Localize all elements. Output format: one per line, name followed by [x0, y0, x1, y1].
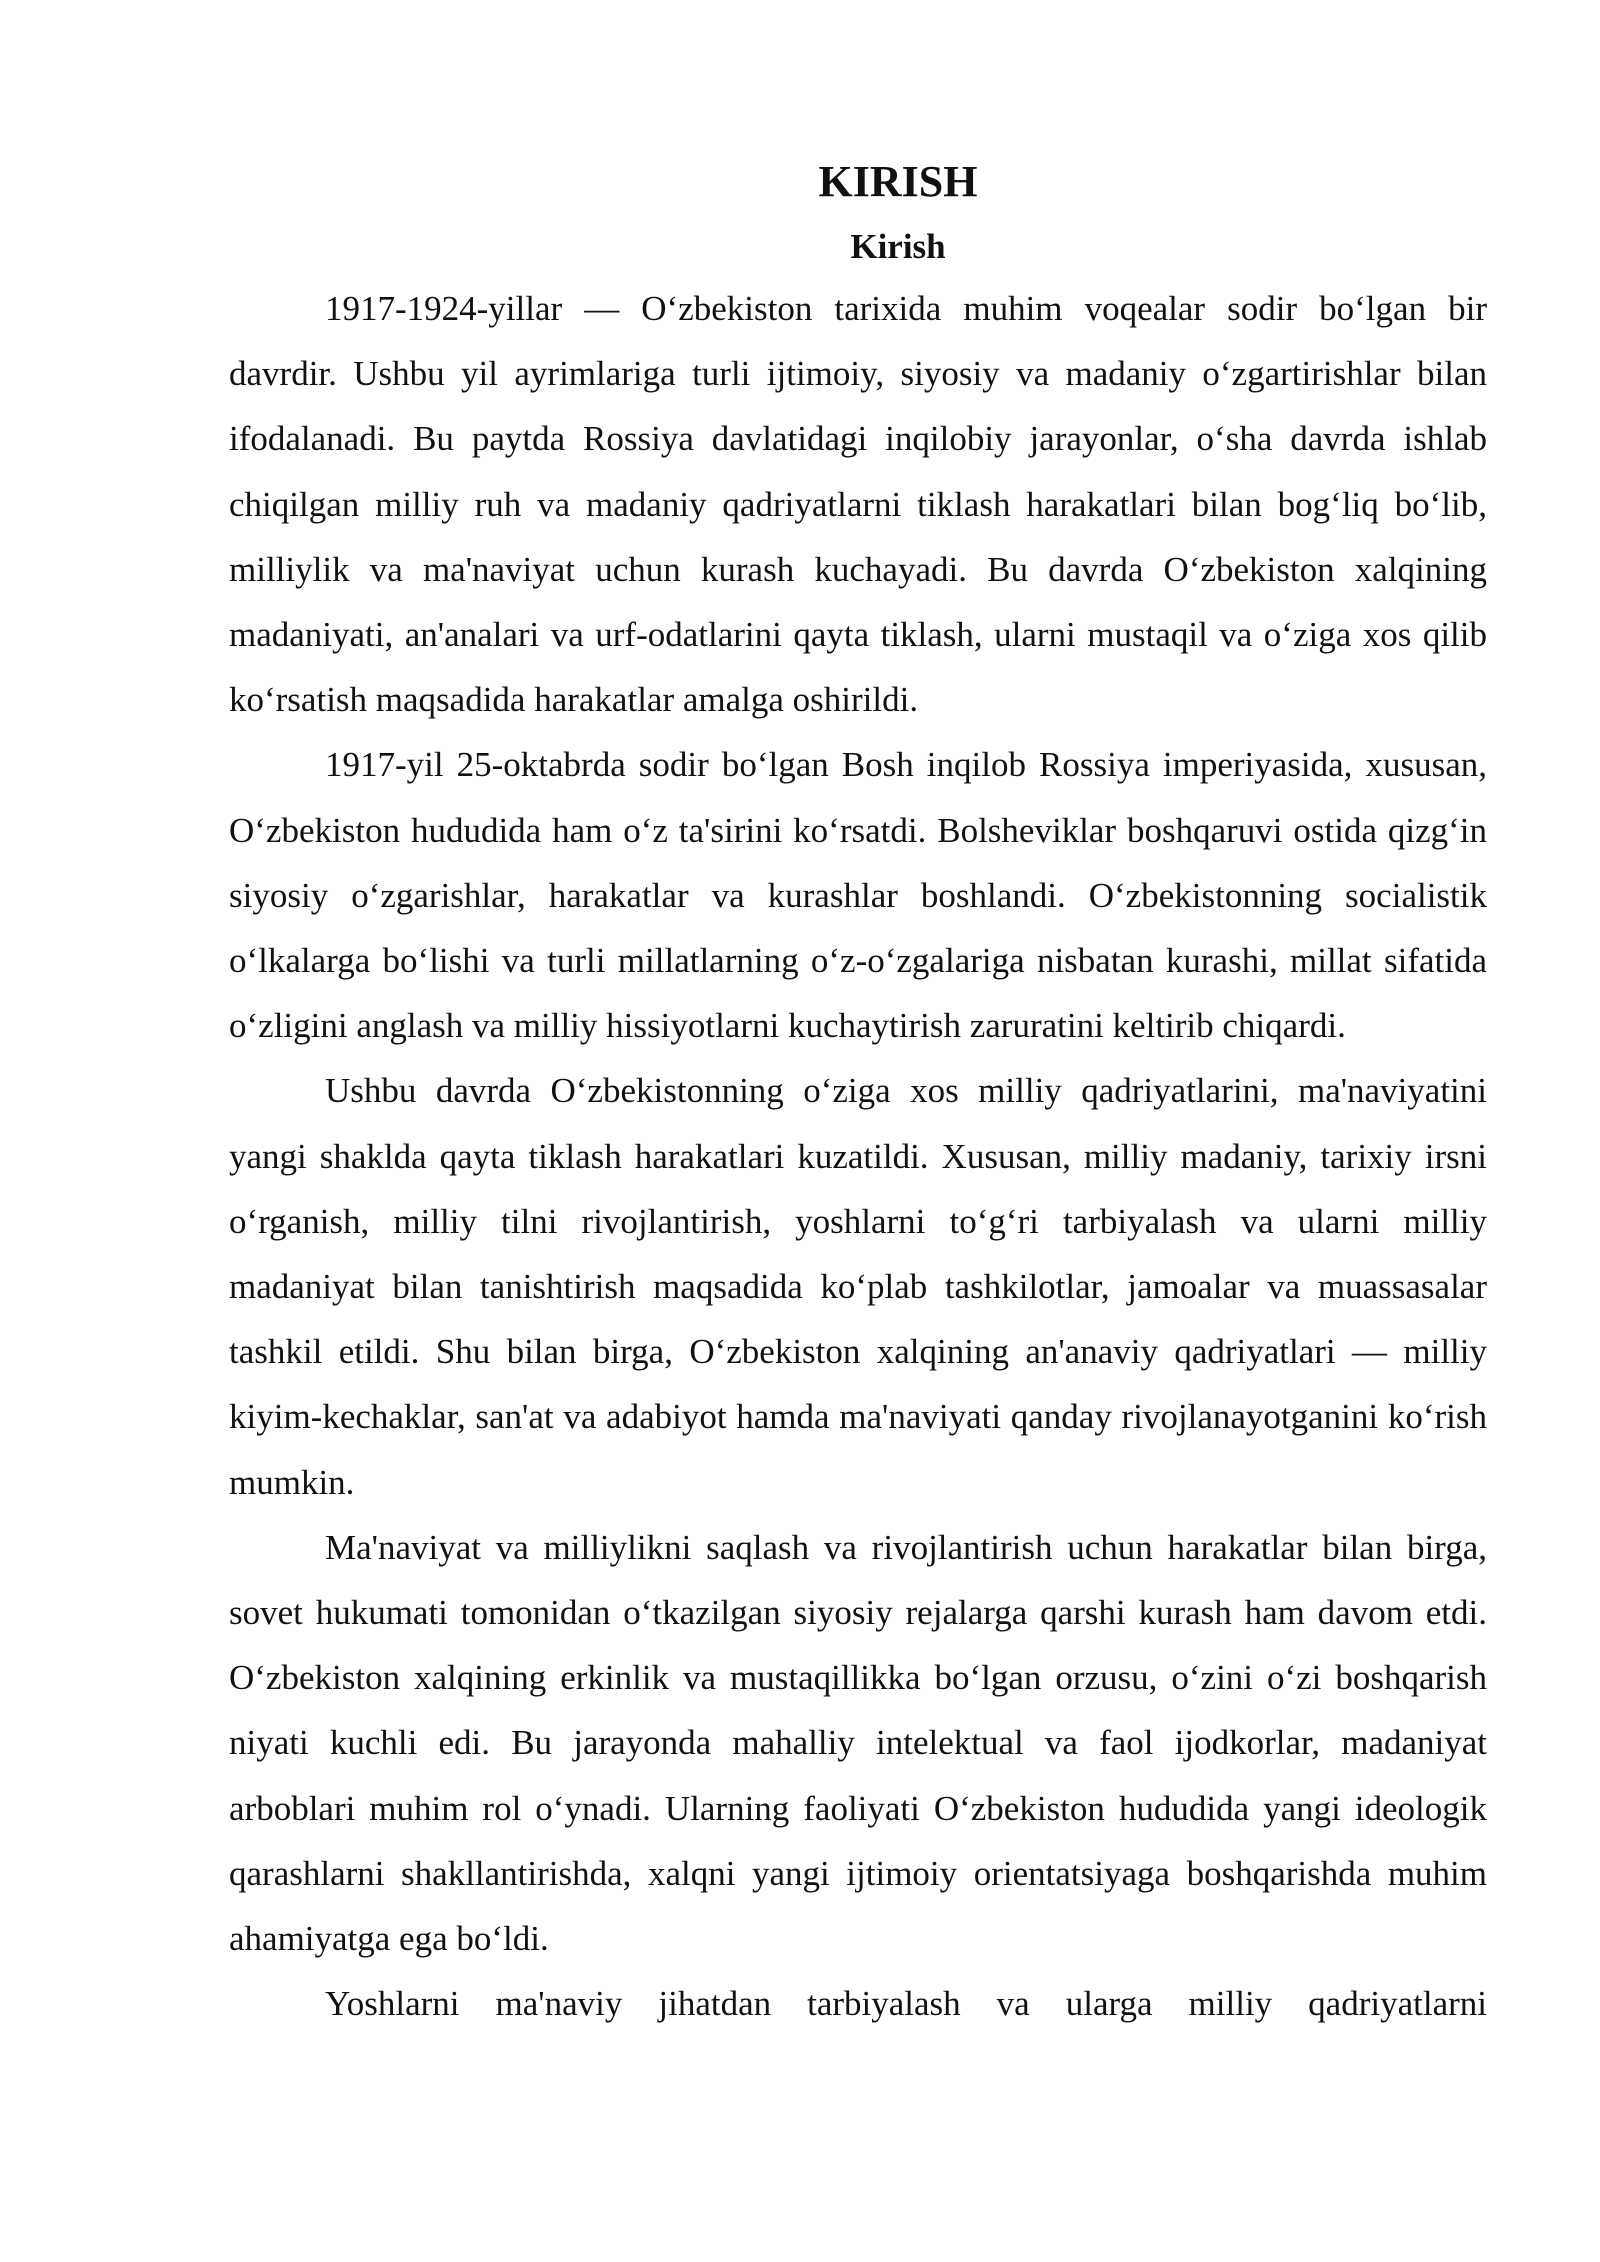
document-body: [229, 150, 1487, 2036]
paragraph-5: Yoshlarni ma'naviy jihatdan tarbiyalash va ularga milliy qadriyatlarni: [325, 1984, 1487, 2024]
paragraph-2: 1917-yil 25-oktabrda sodir bo‘lgan Bosh inqilob Rossiya imperiyasida, xususan, O‘zbekiston hududida ham o‘z ta'sirini ko‘rsatdi. Bolsheviklar boshqaruvi ostida qizg‘in siyosiy o‘zgarishlar, harakatlar va kurashlar boshlandi. O‘zbekistonning socialistik o‘lkalarga bo‘lishi va turli millatlarning o‘z-o‘zgalariga nisbatan kurashi, millat sifatida o‘zligini anglash va milliy hissiyotlarni kuchaytirish zaruratini keltirib chiqardi.: [229, 745, 1487, 1046]
paragraph-3: Ushbu davrda O‘zbekistonning o‘ziga xos milliy qadriyatlarini, ma'naviyatini yangi shaklda qayta tiklash harakatlari kuzatildi. Xususan, milliy madaniy, tarixiy irsni o‘rganish, milliy tilni rivojlantirish, yoshlarni to‘g‘ri tarbiyalash va ularni milliy madaniyat bilan tanishtirish maqsadida ko‘plab tashkilotlar, jamoalar va muassasalar tashkil etildi. Shu bilan birga, O‘zbekiston xalqining an'anaviy qadriyatlari — milliy kiyim-kechaklar, san'at va adabiyot hamda ma'naviyati qanday rivojlanayotganini ko‘rish mumkin.: [229, 1071, 1487, 1502]
section-subtitle: Kirish: [850, 227, 946, 266]
paragraph-1: 1917-1924-yillar — O‘zbekiston tarixida muhim voqealar sodir bo‘lgan bir davrdir. Ushbu yil ayrimlariga turli ijtimoiy, siyosiy va madaniy o‘zgartirishlar bilan ifodalanadi. Bu paytda Rossiya davlatidagi inqilobiy jarayonlar, o‘sha davrda ishlab chiqilgan milliy ruh va madaniy qadriyatlarni tiklash harakatlari bilan bog‘liq bo‘lib, milliylik va ma'naviyat uchun kurash kuchayadi. Bu davrda O‘zbekiston xalqining madaniyati, an'analari va urf-odatlarini qayta tiklash, ularni mustaqil va o‘ziga xos qilib ko‘rsatish maqsadida harakatlar amalga oshirildi.: [229, 289, 1487, 720]
paragraph-4: Ma'naviyat va milliylikni saqlash va rivojlantirish uchun harakatlar bilan birga, sovet hukumati tomonidan o‘tkazilgan siyosiy rejalarga qarshi kurash ham davom etdi. O‘zbekiston xalqining erkinlik va mustaqillikka bo‘lgan orzusu, o‘zini o‘zi boshqarish niyati kuchli edi. Bu jarayonda mahalliy intelektual va faol ijodkorlar, madaniyat arboblari muhim rol o‘ynadi. Ularning faoliyati O‘zbekiston hududida yangi ideologik qarashlarni shakllantirishda, xalqni yangi ijtimoiy orientatsiyaga boshqarishda muhim ahamiyatga ega bo‘ldi.: [229, 1527, 1487, 1959]
page-title: KIRISH: [818, 157, 978, 206]
